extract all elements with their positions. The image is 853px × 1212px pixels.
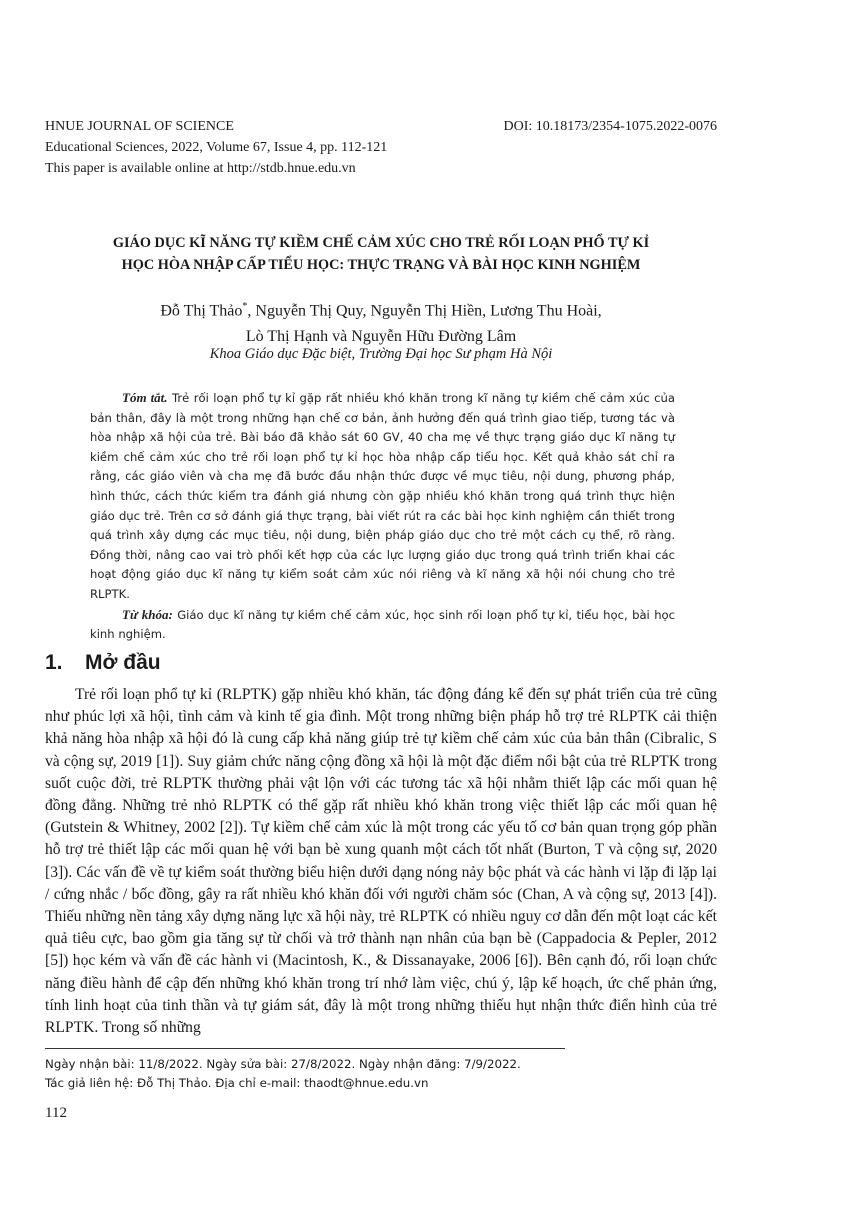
paper-title: [45, 232, 717, 276]
body-paragraph: Trẻ rối loạn phổ tự kỉ (RLPTK) gặp nhiều khó khăn, tác động đáng kể đến sự phát triển của trẻ cũng như phúc lợi xã hội, tình cảm và kinh tế gia đình. Một trong những biện pháp hỗ trợ trẻ RLPTK cải thiện khả năng hòa nhập xã hội đó là cung cấp khả năng giúp trẻ tự kiềm chế cảm xúc của bản thân (Cibralic, S và cộng sự, 2019 [1]). Suy giảm chức năng cộng đồng xã hội là một đặc điểm nổi bật của trẻ RLPTK trong suốt cuộc đời, trẻ RLPTK thường phải vật lộn với các tương tác xã hội nhằm thiết lập các mối quan hệ đồng đẳng. Những trẻ nhỏ RLPTK có thể gặp rất nhiều khó khăn trong việc thiết lập các mối quan hệ (Gutstein & Whitney, 2002 [2]). Tự kiềm chế cảm xúc là một trong các yếu tố cơ bản quan trọng góp phần hỗ trợ trẻ thiết lập các mối quan hệ với bạn bè xung quanh một cách tốt nhất (Burton, T và cộng sự, 2020 [3]). Các vấn đề về tự kiểm soát thường biểu hiện dưới dạng nóng nảy bộc phát và các hành vi lặp đi lặp lại / cứng nhắc / bốc đồng, gây ra rất nhiều khó khăn đối với người chăm sóc (Chan, A và cộng sự, 2013 [4]). Thiếu những nền tảng xây dựng năng lực xã hội này, trẻ RLPTK có nhiều nguy cơ dẫn đến một loạt các kết quả tiêu cực, bao gồm gia tăng sự từ chối và trở thành nạn nhân của bạn bè (Cappadocia & Pepler, 2012 [5]) học kém và vấn đề các hành vi (Macintosh, K., & Dissanayake, 2006 [6]). Bên cạnh đó, rối loạn chức năng điều hành để cập đến những khó khăn trong trí nhớ làm việc, chú ý, lập kế hoạch, ức chế phản ứng, tính linh hoạt của tinh thần và tự giám sát, đây là một trong những thiếu hụt nhận thức điển hình của trẻ RLPTK. Trong số những: [45, 686, 717, 1037]
abstract-paragraph: [90, 388, 675, 605]
affiliation: Khoa Giáo dục Đặc biệt, Trường Đại học Sư phạm Hà Nội: [209, 346, 553, 362]
section-title: Mở đầu: [85, 651, 161, 674]
online-availability: This paper is available online at http://stdb.hnue.edu.vn: [45, 161, 356, 176]
keywords-label: Từ khóa:: [122, 606, 173, 622]
corresponding-author: Đỗ Thị Thảo: [160, 302, 243, 320]
journal-name: HNUE JOURNAL OF SCIENCE: [45, 119, 234, 134]
section-heading: [45, 650, 161, 676]
author-list: [45, 294, 717, 350]
issue-info: Educational Sciences, 2022, Volume 67, Issue 4, pp. 112-121: [45, 140, 388, 155]
page-number: 112: [45, 1105, 67, 1121]
doi: DOI: 10.18173/2354-1075.2022-0076: [503, 119, 717, 134]
body-text: [45, 684, 717, 1039]
title-line-1: GIÁO DỤC KĨ NĂNG TỰ KIỀM CHẾ CẢM XÚC CHO TRẺ RỐI LOẠN PHỔ TỰ KỈ: [112, 235, 650, 251]
corresponding-mark: *: [242, 301, 248, 312]
abstract-label: Tóm tắt.: [122, 390, 168, 405]
authors-line-2: Lò Thị Hạnh và Nguyễn Hữu Đường Lâm: [245, 328, 517, 346]
authors-line-1: [45, 294, 717, 324]
section-number: 1.: [45, 651, 63, 674]
abstract-text: Trẻ rối loạn phổ tự kỉ gặp rất nhiều khó khăn trong kĩ năng tự kiềm chế cảm xúc của bản thân, đây là một trong những hạn chế cơ bản, ảnh hưởng đến quá trình giao tiếp, tương tác và hòa nhập xã hội của trẻ. Bài báo đã khảo sát 60 GV, 40 cha mẹ về thực trạng giáo dục kĩ năng tự kiềm chế cảm xúc cho trẻ rối loạn phổ tự kỉ học hòa nhập cấp tiểu học. Kết quả khảo sát chỉ ra rằng, các giáo viên và cha mẹ đã bước đầu nhận thức được về mục tiêu, nội dung, phương pháp, hình thức, cách thức kiểm tra đánh giá nhưng còn gặp nhiều khó khăn trong quá trình thực hiện giáo dục trẻ. Trên cơ sở đánh giá thực trạng, bài viết rút ra các bài học kinh nghiệm cần thiết trong quá trình xây dựng các mục tiêu, nội dung, biện pháp giáo dục cho trẻ một cách cụ thể, rõ ràng. Đồng thời, nâng cao vai trò phối kết hợp của các lực lượng giáo dục trong quá trình triển khai các hoạt động giáo dục kĩ năng tự kiểm soát cảm xúc nói riêng và kĩ năng xã hội nói chung cho trẻ RLPTK.: [90, 391, 676, 601]
footnote-contact: Tác giả liên hệ: Đỗ Thị Thảo. Địa chỉ e-mail: thaodt@hnue.edu.vn: [45, 1076, 429, 1090]
keywords-paragraph: [90, 605, 675, 645]
authors-rest: , Nguyễn Thị Quy, Nguyễn Thị Hiền, Lương Thu Hoài,: [247, 302, 602, 320]
abstract-block: [90, 388, 675, 645]
title-line-2: HỌC HÒA NHẬP CẤP TIỂU HỌC: THỰC TRẠNG VÀ BÀI HỌC KINH NGHIỆM: [121, 257, 641, 273]
keywords-text: Giáo dục kĩ năng tự kiềm chế cảm xúc, học sinh rối loạn phổ tự kỉ, tiểu học, bài học kinh nghiệm.: [90, 607, 676, 642]
footnote-divider: [45, 1048, 565, 1049]
footnote-dates: Ngày nhận bài: 11/8/2022. Ngày sửa bài: 27/8/2022. Ngày nhận đăng: 7/9/2022.: [45, 1057, 521, 1071]
